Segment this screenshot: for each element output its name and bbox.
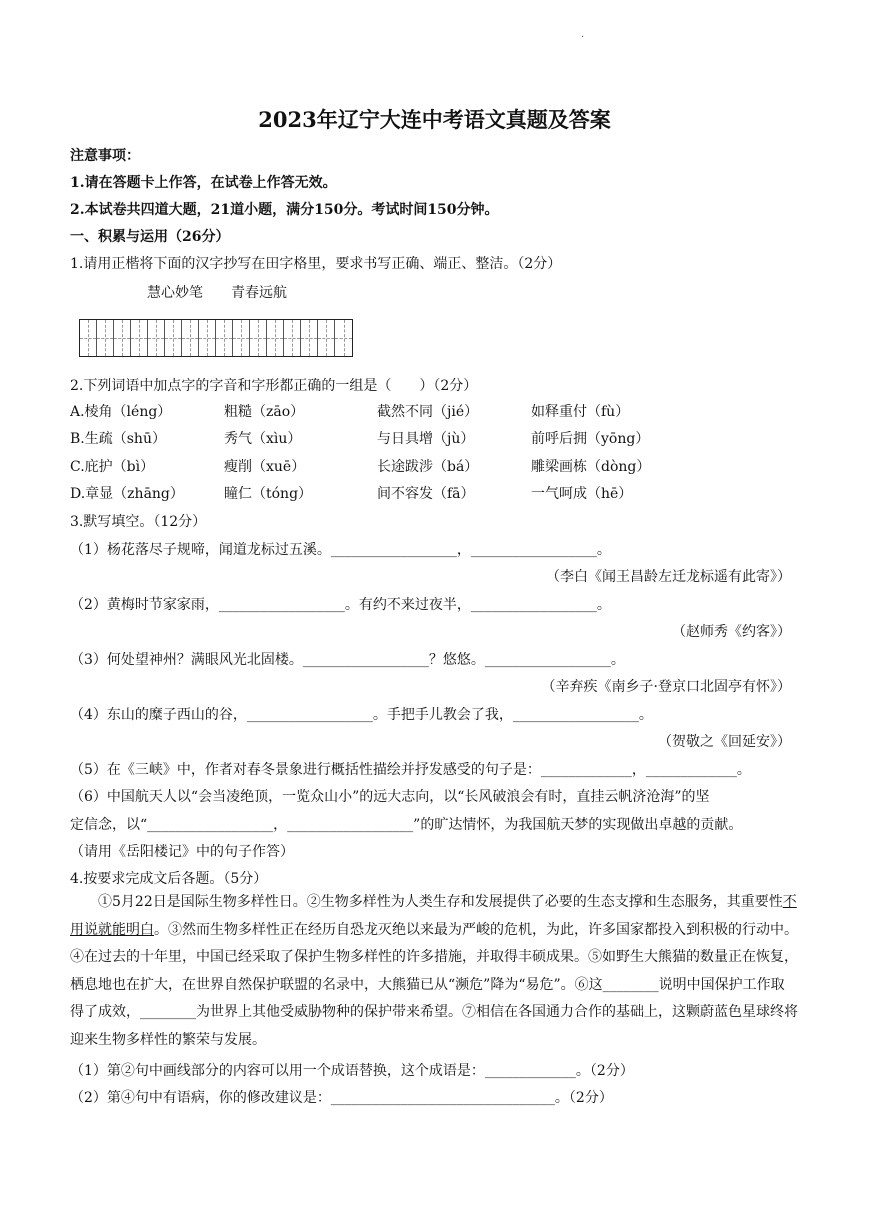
grid-cell[interactable] [318,320,335,356]
notes-item-1: 1.请在答题卡上作答，在试卷上作答无效。 [70,175,337,191]
q4-underlined-phrase: 不用说就能明白 [70,894,797,938]
q3-line-5: （5）在《三峡》中，作者对春冬景象进行概括性描绘并抒发感受的句子是：_____________，_____________。 [70,762,751,778]
grid-cell[interactable] [182,320,199,356]
grid-cell[interactable] [131,320,148,356]
q2-option: 雕梁画栋（dòng） [531,459,651,475]
q3-source-4: （贺敬之《回延安》） [658,734,791,750]
grid-cell[interactable] [114,320,131,356]
grid-cell[interactable] [80,320,97,356]
grid-cell[interactable] [335,320,352,356]
grid-cell[interactable] [301,320,318,356]
grid-cell[interactable] [250,320,267,356]
q2-option: 长途跋涉（bá） [377,459,479,475]
grid-cell[interactable] [97,320,114,356]
q4-stem: 4.按要求完成文后各题。（5分） [70,871,268,887]
section-heading: 一、积累与运用（26分） [70,229,230,245]
q4-passage: ①5月22日是国际生物多样性日。②生物多样性为人类生存和发展提供了必要的生态支撑和生态服务，其重要性不用说就能明白。③然而生物多样性正在经历自恐龙灭绝以来最为严峻的危机，为此，许多国家都投入到积极的行动中。④在过去的十年里，中国已经采取了保护生物多样性的许多措施，并取得丰硕成果。⑤如野生大熊猫的数量正在恢复，栖息地也在扩大，在世界自然保护联盟的名录中，大熊猫已从“濒危”降为“易危”。⑥这________说明中国保护工作取得了成效，________为世界上其他受威胁物种的保护带来希望。⑦相信在各国通力合作的基础上，这颗蔚蓝色星球终将迎来生物多样性的繁荣与发展。 [70,894,798,1048]
page-title: 2023年辽宁大连中考语文真题及答案 [258,107,611,132]
q3-line-3: （3）何处望神州？满眼风光北固楼。__________________？悠悠。__________________。 [70,652,625,668]
q1-stem: 1.请用正楷将下面的汉字抄写在田字格里，要求书写正确、端正、整洁。（2分） [70,256,562,272]
grid-cell[interactable] [267,320,284,356]
q2-option: 间不容发（fā） [377,486,475,502]
q3-source-1: （李白《闻王昌龄左迁龙标遥有此寄》） [546,569,791,585]
q2-option: 粗糙（zāo） [224,404,305,420]
q2-option: 如释重付（fù） [531,404,630,420]
q2-option: C.庇护（bì） [70,459,155,475]
q2-option: 秀气（xìu） [224,431,302,447]
q3-source-3: （辛弃疾《南乡子·登京口北固亭有怀》） [541,679,791,695]
q3-line-6b: 定信念，以“__________________，__________________”的旷达情怀，为我国航天梦的实现做出卓越的贡献。 [70,817,743,833]
writing-grid[interactable] [79,319,353,357]
notes-heading: 注意事项： [70,148,140,164]
q1-phrase-1: 慧心妙笔 [147,285,203,301]
q2-option: 瞳仁（tóng） [224,486,313,502]
q3-line-4: （4）东山的糜子西山的谷，__________________。手把手儿教会了我，__________________。 [70,707,653,723]
q2-option: D.章显（zhāng） [70,486,184,502]
q3-line-2: （2）黄梅时节家家雨，__________________。有约不来过夜半，__________________。 [70,597,611,613]
q2-option: 截然不同（jié） [377,404,479,420]
q3-line-6a: （6）中国航天人以“会当凌绝顶，一览众山小”的远大志向，以“长风破浪会有时，直挂云帆济沧海”的坚 [70,789,710,805]
q2-option: 一气呵成（hē） [531,486,633,502]
grid-cell[interactable] [216,320,233,356]
q2-option: 前呼后拥（yōng） [531,431,650,447]
q3-source-2: （赵师秀《约客》） [672,624,791,640]
q1-phrase-2: 青春远航 [231,285,287,301]
q3-line-6c: （请用《岳阳楼记》中的句子作答） [70,844,294,860]
q2-stem: 2.下列词语中加点字的字音和字形都正确的一组是（ ）（2分） [70,378,478,394]
grid-cell[interactable] [284,320,301,356]
q2-option: B.生疏（shū） [70,431,166,447]
grid-cell[interactable] [165,320,182,356]
q2-option: 瘦削（xuē） [224,459,306,475]
q4-sub-1: （1）第②句中画线部分的内容可以用一个成语替换，这个成语是：_____________。（2分） [70,1063,634,1079]
q4-sub-2: （2）第④句中有语病，你的修改建议是：________________________________。（2分） [70,1090,613,1106]
q3-line-1: （1）杨花落尽子规啼，闻道龙标过五溪。__________________，__________________。 [70,542,611,558]
grid-cell[interactable] [233,320,250,356]
notes-item-2: 2.本试卷共四道大题，21道小题，满分150分。考试时间150分钟。 [70,202,499,218]
grid-cell[interactable] [199,320,216,356]
q2-option: 与日具增（jù） [377,431,475,447]
header-mark: · [581,32,585,43]
q2-option: A.棱角（léng） [70,404,172,420]
q3-stem: 3.默写填空。（12分） [70,514,207,530]
grid-cell[interactable] [148,320,165,356]
